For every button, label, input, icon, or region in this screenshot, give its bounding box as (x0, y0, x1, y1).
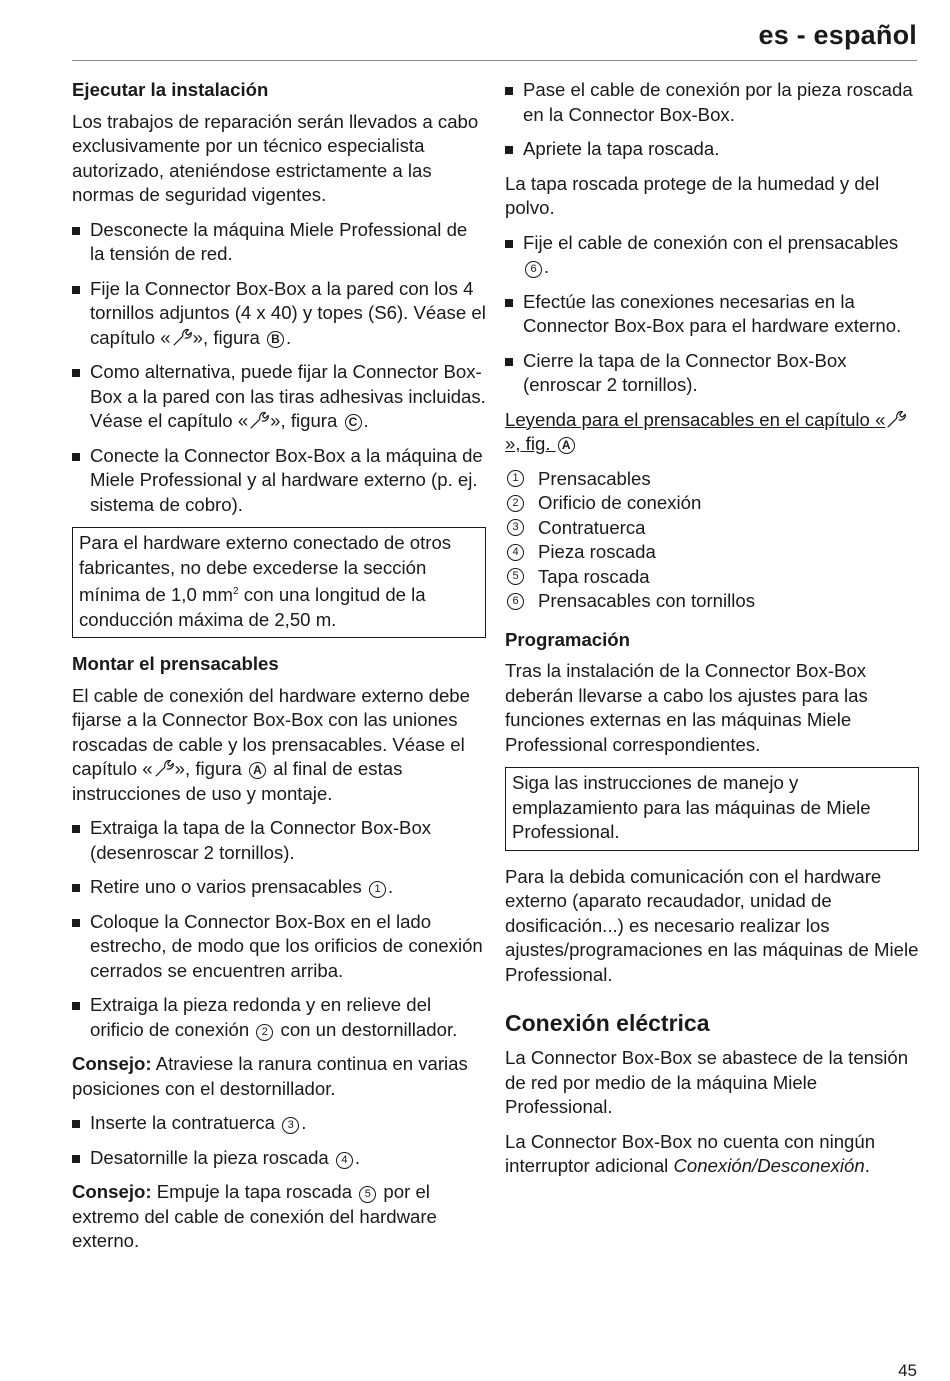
part-number-badge: 2 (507, 495, 524, 512)
bullet-square-icon (505, 87, 513, 95)
paragraph-electrical-1: La Connector Box-Box se abastece de la tensión de red por medio de la máquina Miele Professional. (505, 1047, 909, 1117)
list-item: Fije la Connector Box-Box a la pared con los 4 tornillos adjuntos (4 x 40) y topes (S6). Véase el capítulo « », figura B . (72, 277, 486, 351)
list-item: Conecte la Connector Box-Box a la máquina de Miele Professional y al hardware externo (p. ej. sistema de cobro). (72, 444, 486, 518)
legend-item: 3 Contratuerca (505, 516, 919, 541)
figure-ref-badge: A (249, 762, 266, 779)
bullet-square-icon (72, 1155, 80, 1163)
list-item: Apriete la tapa roscada. (505, 137, 919, 162)
wrench-icon (171, 326, 193, 348)
figure-ref-badge: C (345, 414, 362, 431)
paragraph-programming: Tras la instalación de la Connector Box-Box deberán llevarse a cabo los ajustes para las funciones externas en las máquinas Miele Professional correspondientes. (505, 660, 868, 755)
tip-paragraph: Consejo: Empuje la tapa roscada 5 por el extremo del cable de conexión del hardware externo. (72, 1181, 437, 1252)
part-number-badge: 2 (256, 1024, 273, 1041)
paragraph-cap: La tapa roscada protege de la humedad y del polvo. (505, 172, 880, 218)
list-item: Desconecte la máquina Miele Professional de la tensión de red. (72, 218, 486, 267)
bullet-square-icon (505, 358, 513, 366)
part-number-badge: 3 (507, 519, 524, 536)
list-item: Retire uno o varios prensacables 1 . (72, 875, 486, 900)
legend-item: 2 Orificio de conexión (505, 491, 919, 516)
page-header-title: es - español (758, 20, 917, 50)
bullet-square-icon (505, 146, 513, 154)
part-number-badge: 1 (369, 881, 386, 898)
tip-paragraph: Consejo: Atraviese la ranura continua en varias posiciones con el destornillador. (72, 1053, 468, 1099)
part-number-badge: 4 (336, 1152, 353, 1169)
list-item: Fije el cable de conexión con el prensacables 6 . (505, 231, 919, 280)
bullet-square-icon (72, 453, 80, 461)
bullet-square-icon (72, 884, 80, 892)
bullet-square-icon (72, 369, 80, 377)
legend-item: 4 Pieza roscada (505, 540, 919, 565)
bullet-square-icon (72, 919, 80, 927)
bullet-square-icon (72, 286, 80, 294)
list-item: Como alternativa, puede fijar la Connector Box-Box a la pared con las tiras adhesivas incluidas. Véase el capítulo « », figura C . (72, 360, 486, 434)
legend-item: 5 Tapa roscada (505, 565, 919, 590)
wrench-icon (153, 757, 175, 779)
paragraph-communication: Para la debida comunicación con el hardware externo (aparato recaudador, unidad de dosificación...) es necesario realizar los ajustes/programaciones en las máquinas de Miele Professional. (505, 865, 919, 985)
paragraph-electrical-2: La Connector Box-Box no cuenta con ningún interruptor adicional Conexión/Desconexión. (505, 1130, 876, 1176)
page-number: 45 (898, 1361, 917, 1380)
note-box-instructions: Siga las instrucciones de manejo y emplazamiento para las máquinas de Miele Professional. (505, 767, 919, 851)
list-item: Pase el cable de conexión por la pieza roscada en la Connector Box-Box. (505, 78, 919, 127)
list-item: Extraiga la pieza redonda y en relieve del orificio de conexión 2 con un destornillador. (72, 993, 486, 1042)
heading-mount: Montar el prensacables (72, 653, 279, 675)
note-box-cable-section: Para el hardware externo conectado de otros fabricantes, no debe excederse la sección mínima de 1,0 $mm^2$ con una longitud de la conducción máxima de 2,50 m. (72, 527, 486, 638)
legend-item: 6 Prensacables con tornillos (505, 589, 919, 614)
heading-programming: Programación (505, 628, 631, 650)
list-item: Cierre la tapa de la Connector Box-Box (enroscar 2 tornillos). (505, 349, 919, 398)
list-item: Coloque la Connector Box-Box en el lado estrecho, de modo que los orificios de conexión cerrados se encuentren arriba. (72, 910, 486, 984)
wrench-icon (885, 408, 907, 430)
part-number-badge: 4 (507, 544, 524, 561)
bullet-square-icon (72, 825, 80, 833)
bullet-square-icon (505, 299, 513, 307)
list-item: Inserte la contratuerca 3 . (72, 1111, 486, 1136)
part-number-badge: 5 (507, 568, 524, 585)
bullet-square-icon (72, 227, 80, 235)
part-number-badge: 6 (507, 593, 524, 610)
right-column (505, 78, 919, 1189)
part-number-badge: 3 (282, 1117, 299, 1134)
legend-item: 1 Prensacables (505, 467, 919, 492)
left-column (72, 78, 486, 1264)
heading-electrical: Conexión eléctrica (505, 1010, 710, 1036)
bullet-square-icon (72, 1002, 80, 1010)
part-number-badge: 5 (359, 1186, 376, 1203)
part-number-badge: 1 (507, 470, 524, 487)
paragraph-install: Los trabajos de reparación serán llevados a cabo exclusivamente por un técnico especialista autorizado, ateniéndose estrictamente a las normas de seguridad vigentes. (72, 110, 479, 205)
bullet-square-icon (72, 1120, 80, 1128)
paragraph-mount: El cable de conexión del hardware externo debe fijarse a la Connector Box-Box con las uniones roscadas de cable y los prensacables. Véase el capítulo « », figura A al final de estas instrucciones de uso y montaje. (72, 684, 470, 804)
list-item: Extraiga la tapa de la Connector Box-Box (desenroscar 2 tornillos). (72, 816, 486, 865)
legend-list (505, 467, 919, 614)
list-item: Desatornille la pieza roscada 4 . (72, 1146, 486, 1171)
wrench-icon (248, 409, 270, 431)
figure-ref-badge: A (558, 437, 575, 454)
list-item: Efectúe las conexiones necesarias en la Connector Box-Box para el hardware externo. (505, 290, 919, 339)
bullet-square-icon (505, 240, 513, 248)
heading-install: Ejecutar la instalación (72, 79, 269, 100)
header-divider (72, 60, 917, 61)
part-number-badge: 6 (525, 261, 542, 278)
legend-title: Leyenda para el prensacables en el capítulo «», fig. A (505, 408, 919, 457)
figure-ref-badge: B (267, 331, 284, 348)
